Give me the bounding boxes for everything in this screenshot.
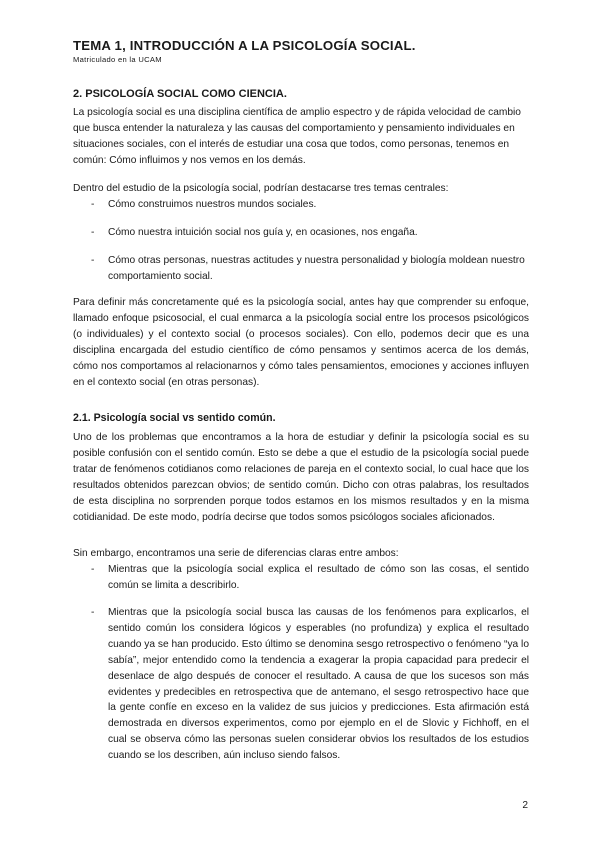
list-item: [91, 197, 529, 213]
dash-bullet: -: [91, 227, 95, 238]
differences-intro-paragraph: Sin embargo, encontramos una serie de diferencias claras entre ambos:: [73, 548, 399, 559]
section-2-1-intro-paragraph: Uno de los problemas que encontramos a la hora de estudiar y definir la psicología social es su posible confusión con el sentido común. Esto se debe a que el estudio de la psicología social puede tratar de fenómenos cotidianos como relaciones de pareja en el contexto social, lo cual hace que los resultados obtenidos parezcan obvios; de sentido común. Dicho con otras palabras, los resultados de esta disciplina no sorprenden porque todos estamos en los mismos resultados y en la misma cotidianidad. De este modo, podría decirse que todos somos psicólogos sociales aficionados.: [73, 432, 529, 523]
list-item: [91, 605, 529, 764]
themes-list: [91, 225, 529, 241]
themes-list: [91, 253, 529, 285]
list-item-text: Cómo construimos nuestros mundos sociales.: [108, 199, 317, 210]
section-2-1-heading: 2.1. Psicología social vs sentido común.: [73, 412, 276, 424]
list-item-text: Mientras que la psicología social explica el resultado de cómo son las cosas, el sentido común se limita a describirlo.: [108, 564, 529, 591]
dash-bullet: -: [91, 199, 95, 210]
list-item-text: Cómo nuestra intuición social nos guía y, en ocasiones, nos engaña.: [108, 227, 418, 238]
section-2-intro-paragraph: La psicología social es una disciplina científica de amplio espectro y de rápida velocidad de cambio que busca entender la naturaleza y las causas del comportamiento y pensamiento individuales en situaciones sociales, con el interés de estudiar una cosa que todos, como personas, tenemos en común: Cómo influimos y nos vemos en los demás.: [73, 107, 521, 166]
page-number: 2: [522, 800, 528, 811]
dash-bullet: -: [91, 255, 95, 266]
dash-bullet: -: [91, 607, 95, 618]
list-item: [91, 562, 529, 594]
dash-bullet: -: [91, 564, 95, 575]
list-item-text: Cómo otras personas, nuestras actitudes y nuestra personalidad y biología moldean nuestro comportamiento social.: [108, 255, 525, 282]
differences-list: [91, 605, 529, 764]
document-title: TEMA 1, INTRODUCCIÓN A LA PSICOLOGÍA SOCIAL.: [73, 38, 416, 53]
section-2-heading: 2. PSICOLOGÍA SOCIAL COMO CIENCIA.: [73, 88, 287, 100]
themes-list: [91, 197, 529, 213]
list-item: [91, 253, 529, 285]
list-item-text: Mientras que la psicología social busca las causas de los fenómenos para explicarlos, el sentido común los considera lógicos y esperables (no profundiza) y explica el resultado cuando ya se han producido. Esto último se denomina sesgo retrospectivo o fenómeno “ya lo sabía”, mejor entendido como la tendencia a exagerar la propia capacidad para predecir el desenlace de algo después de conocer el resultado. A causa de que los sucesos son más evidentes y predecibles en retrospectiva que de antemano, el sesgo retrospectivo hace que la gente confíe en exceso en la validez de sus juicios y predicciones. Esta afirmación está demostrada en diversos experimentos, como por ejemplo en el de Slovic y Fichhoff, en el cual se observa cómo las personas suelen considerar obvios los resultados de los estudios cuando se los describen, aún incluso siendo falsos.: [108, 607, 529, 762]
themes-intro-paragraph: Dentro del estudio de la psicología social, podrían destacarse tres temas centrales:: [73, 183, 449, 194]
document-subtitle: Matriculado en la UCAM: [73, 55, 162, 64]
differences-list: [91, 562, 529, 594]
list-item: [91, 225, 529, 241]
definition-paragraph: Para definir más concretamente qué es la psicología social, antes hay que comprender su enfoque, llamado enfoque psicosocial, el cual enmarca a la psicología social entre los procesos psicológicos (o individuales) y el contexto social (o procesos sociales). Con ello, podemos decir que es una disciplina encargada del estudio científico de cómo pensamos y sentimos acerca de los demás, cómo nos comportamos al relacionarnos y cómo tales pensamientos, emociones y acciones influyen en el contexto social (en otras personas).: [73, 297, 529, 388]
